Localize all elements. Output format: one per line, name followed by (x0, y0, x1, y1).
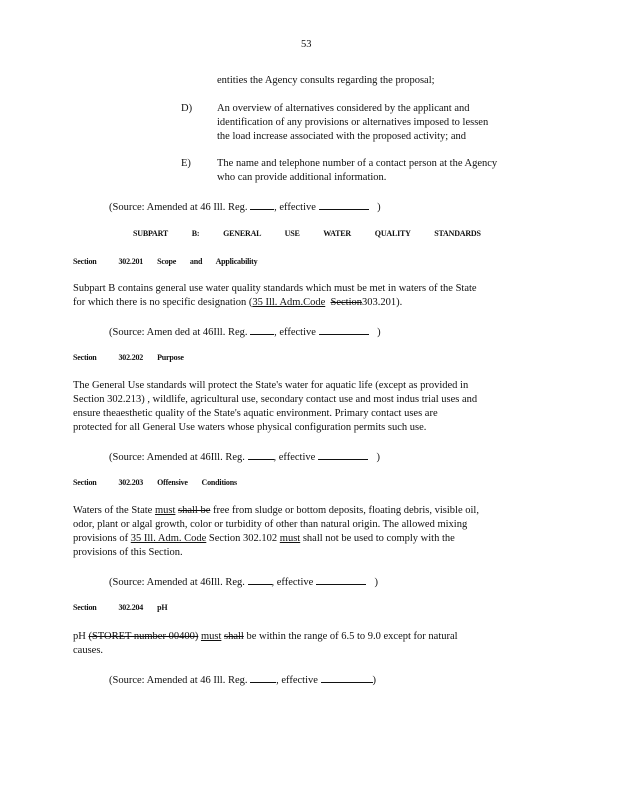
list-item-e-line: The name and telephone number of a contact person at the Agency (217, 158, 498, 169)
source-close: ) (372, 675, 377, 686)
blank-line (321, 672, 373, 683)
section-label: Section (73, 603, 97, 612)
blank-line (318, 449, 368, 460)
blank-line (316, 574, 366, 585)
section-number: 302.204 (118, 603, 144, 612)
body-line: ensure theaesthetic quality of the State's aquatic environment. Primary contact uses are (73, 408, 438, 419)
body-line: Section 302.213) , wildlife, agricultural use, secondary contact use and most indus trial uses and (73, 394, 478, 405)
body-line: provisions of this Section. (73, 547, 183, 558)
source-note (109, 672, 376, 688)
blank-line (250, 324, 274, 335)
list-item-d (217, 102, 529, 144)
deleted-text: (STORET number 00400) (88, 631, 199, 642)
section-heading (73, 478, 237, 487)
section-label: Section (73, 257, 97, 266)
text-run: be within the range of 6.5 to 9.0 except for natural (243, 631, 458, 642)
body-line: The General Use standards will protect the State's water for aquatic life (except as provided in (73, 380, 469, 391)
source-effective: , effective (273, 452, 316, 463)
section-heading (73, 257, 257, 266)
page-number: 53 (301, 39, 312, 50)
body-line: Subpart B contains general use water quality standards which must be met in waters of the State (73, 283, 477, 294)
list-item-e-line: who can provide additional information. (217, 172, 387, 183)
list-letter-d: D) (181, 103, 193, 114)
inserted-text: must (279, 533, 301, 544)
section-title: Purpose (157, 353, 184, 362)
text-run: 303.201). (362, 297, 403, 308)
source-prefix: (Source: Amended at 46Ill. Reg. (109, 452, 245, 463)
source-note (109, 574, 378, 590)
source-note (109, 324, 381, 340)
inserted-text: 35 Ill. Adm.Code (252, 297, 326, 308)
text-run: shall not be used to comply with the (300, 533, 455, 544)
section-body (73, 379, 529, 435)
source-note (109, 199, 381, 215)
list-item-d-line: An overview of alternatives considered by the applicant and (217, 103, 470, 114)
deleted-text: shall be (178, 505, 211, 516)
source-effective: , effective (274, 327, 316, 338)
source-effective: , effective (274, 202, 316, 213)
text-run: provisions of (73, 533, 131, 544)
section-body (73, 504, 525, 560)
section-label: Section (73, 353, 97, 362)
section-title: Offensive Conditions (157, 478, 237, 487)
source-effective: , effective (276, 675, 318, 686)
section-title: Scope and Applicability (157, 257, 258, 266)
blank-line (248, 449, 274, 460)
list-letter-e: E) (181, 158, 191, 169)
list-item-d-line: the load increase associated with the proposed activity; and (217, 131, 467, 142)
text-run: pH (73, 631, 89, 642)
source-close: ) (377, 202, 381, 213)
deleted-text: shall (224, 631, 244, 642)
source-prefix: (Source: Amended at 46 Ill. Reg. (109, 202, 248, 213)
text-run: Section 302.102 (206, 533, 280, 544)
list-continuation: entities the Agency consults regarding the proposal; (217, 75, 435, 86)
source-note (109, 449, 380, 465)
source-close: ) (376, 452, 381, 463)
blank-line (319, 324, 369, 335)
body-line (73, 532, 525, 546)
section-number: 302.203 (118, 478, 144, 487)
list-item-e (217, 157, 535, 185)
blank-line (250, 672, 276, 683)
inserted-text: must (200, 631, 222, 642)
section-title: pH (157, 603, 168, 612)
blank-line (250, 199, 274, 210)
list-item-d-line: identification of any provisions or alternatives imposed to lessen (217, 117, 489, 128)
inserted-text: 35 Ill. Adm. Code (130, 533, 207, 544)
source-effective: , effective (271, 577, 314, 588)
section-body (73, 282, 533, 310)
text-run: free from sludge or bottom deposits, floating debris, visible oil, (210, 505, 479, 516)
text-run: Waters of the State (73, 505, 155, 516)
blank-line (248, 574, 272, 585)
inserted-text: must (154, 505, 176, 516)
text-run: for which there is no specific designation ( (73, 297, 253, 308)
section-number: 302.202 (118, 353, 144, 362)
source-prefix: (Source: Amen ded at 46Ill. Reg. (109, 327, 248, 338)
subpart-heading: SUBPART B: GENERAL USE WATER QUALITY STANDARDS (133, 229, 481, 238)
section-number: 302.201 (118, 257, 144, 266)
source-prefix: (Source: Amended at 46 Ill. Reg. (109, 675, 248, 686)
body-line: odor, plant or algal growth, color or turbidity of other than natural origin. The allowed mixing (73, 519, 468, 530)
body-line (73, 630, 507, 644)
section-heading (73, 353, 184, 362)
body-line: protected for all General Use waters whose physical configuration permits such use. (73, 422, 427, 433)
section-body (73, 630, 507, 658)
body-line (73, 296, 533, 310)
blank-line (319, 199, 369, 210)
source-close: ) (374, 577, 379, 588)
section-label: Section (73, 478, 97, 487)
source-close: ) (377, 327, 381, 338)
body-line (73, 504, 525, 518)
body-line: causes. (73, 645, 104, 656)
deleted-text: Section (330, 297, 362, 308)
source-prefix: (Source: Amended at 46Ill. Reg. (109, 577, 245, 588)
section-heading (73, 603, 167, 612)
